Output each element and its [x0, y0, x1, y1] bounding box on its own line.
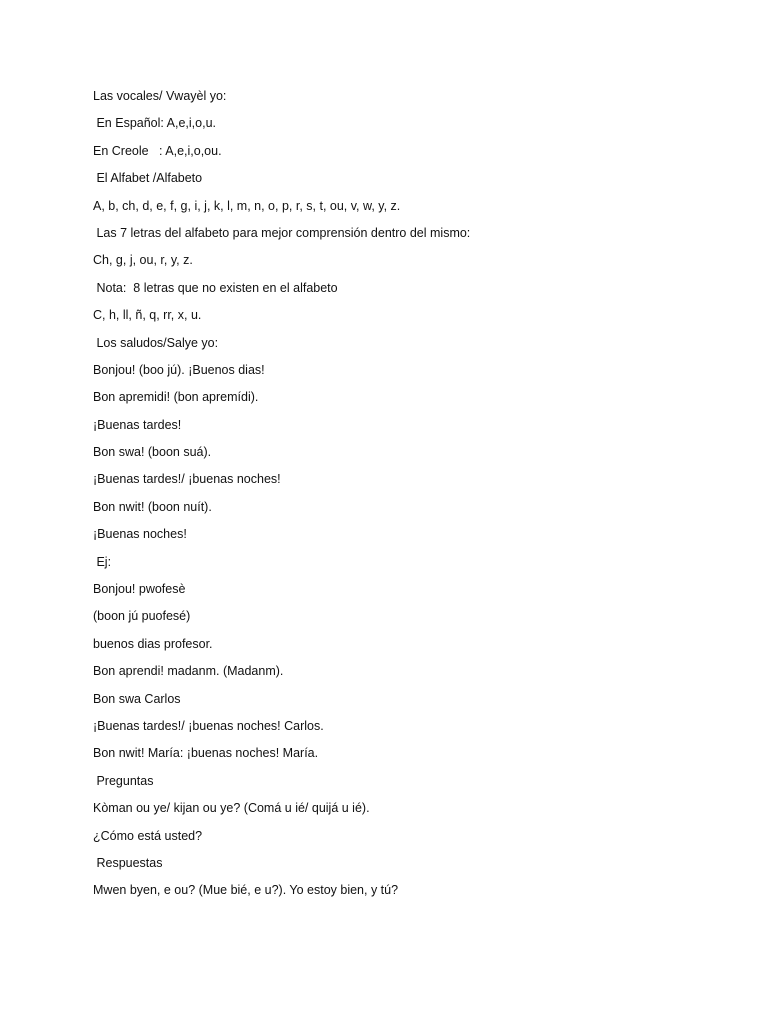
text-line: Bon swa! (boon suá).: [93, 445, 212, 460]
text-line: A, b, ch, d, e, f, g, i, j, k, l, m, n, o, p, r, s, t, ou, v, w, y, z.: [93, 198, 401, 213]
text-line: ¿Cómo está usted?: [93, 828, 203, 843]
text-line: Ej:: [93, 554, 112, 569]
text-line: C, h, ll, ñ, q, rr, x, u.: [93, 308, 202, 323]
text-line: Preguntas: [93, 773, 154, 788]
text-line: Mwen byen, e ou? (Mue bié, e u?). Yo estoy bien, y tú?: [93, 883, 399, 898]
text-line: El Alfabet /Alfabeto: [93, 171, 203, 186]
text-line: Respuestas: [93, 855, 163, 870]
text-line: Bonjou! pwofesè: [93, 582, 186, 597]
text-line: Bon nwit! (boon nuít).: [93, 499, 212, 514]
text-line: buenos dias profesor.: [93, 636, 213, 651]
text-line: Kòman ou ye/ kijan ou ye? (Comá u ié/ quijá u ié).: [93, 801, 370, 816]
text-line: Nota: 8 letras que no existen en el alfabeto: [93, 280, 338, 295]
text-line: Ch, g, j, ou, r, y, z.: [93, 253, 193, 268]
text-line: Los saludos/Salye yo:: [93, 335, 219, 350]
text-line: Bon swa Carlos: [93, 691, 181, 706]
text-line: Bon nwit! María: ¡buenas noches! María.: [93, 746, 319, 761]
text-line: ¡Buenas tardes!/ ¡buenas noches! Carlos.: [93, 718, 324, 733]
text-line: ¡Buenas tardes!: [93, 417, 182, 432]
text-line: Bonjou! (boo jú). ¡Buenos dias!: [93, 362, 265, 377]
text-line: En Español: A,e,i,o,u.: [93, 116, 216, 131]
text-line: Bon aprendi! madanm. (Madanm).: [93, 664, 284, 679]
text-line: (boon jú puofesé): [93, 609, 191, 624]
text-line: ¡Buenas noches!: [93, 527, 187, 542]
document-body: [93, 86, 733, 908]
text-line: Las 7 letras del alfabeto para mejor comprensión dentro del mismo:: [93, 225, 471, 240]
text-line: Las vocales/ Vwayèl yo:: [93, 89, 227, 103]
text-line: En Creole : A,e,i,o,ou.: [93, 143, 222, 158]
text-line: Bon apremidi! (bon apremídi).: [93, 390, 259, 405]
text-line: ¡Buenas tardes!/ ¡buenas noches!: [93, 472, 281, 487]
